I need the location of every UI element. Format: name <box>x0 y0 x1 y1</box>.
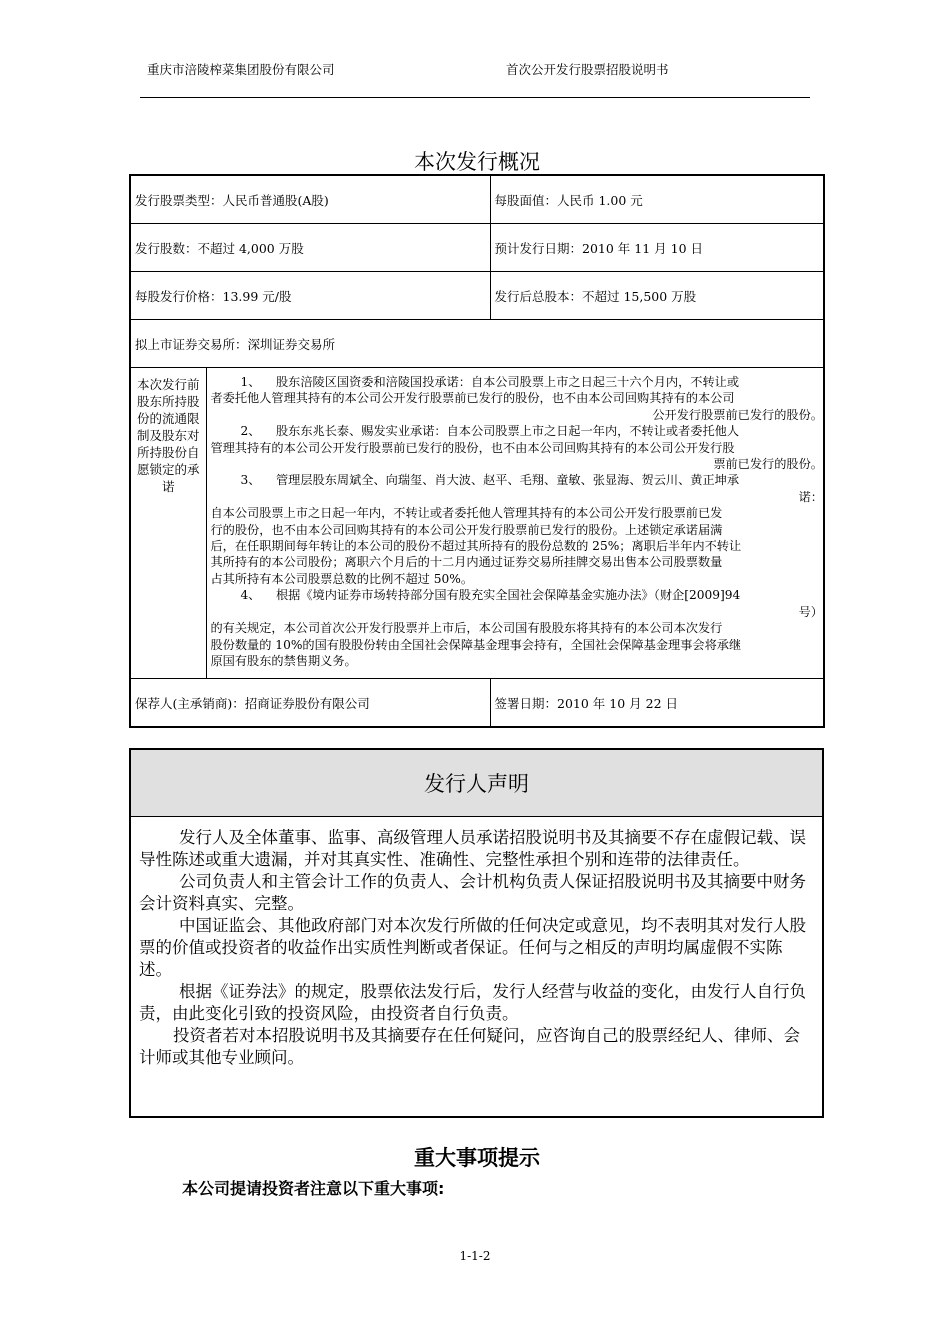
declaration-paragraph: 根据《证券法》的规定，股票依法发行后，发行人经营与收益的变化，由发行人自行负责，由此变化引致的投资风险，由投资者自行负责。 <box>139 982 806 1023</box>
table-row <box>130 368 824 679</box>
issuance-overview-table <box>129 174 825 728</box>
lockup-line: 占其所持有本公司股票总数的比例不超过 50%。 <box>210 571 474 586</box>
lockup-line: 的有关规定，本公司首次公开发行股票并上市后，本公司国有股股东将其持有的本公司本次发行 <box>210 621 723 636</box>
lockup-line: 1、 股东涪陵区国资委和涪陵国投承诺：自本公司股票上市之日起三十六个月内，不转让或 <box>240 375 740 389</box>
lockup-line: 管理其持有的本公司公开发行股票前已发行的股份，也不由本公司回购其持有的本公司公开发行股 <box>210 440 735 455</box>
declaration-paragraph: 投资者若对本招股说明书及其摘要存在任何疑问，应咨询自己的股票经纪人、律师、会计师或其他专业顾问。 <box>139 1026 800 1067</box>
lockup-line: 诺： <box>798 489 823 504</box>
sign-date-cell: 签署日期：2010 年 10 月 22 日 <box>490 679 824 728</box>
lockup-line: 3、 管理层股东周斌全、向瑞玺、肖大波、赵平、毛翔、童敏、张显海、贺云川、黄正坤承 <box>240 473 740 488</box>
header-company: 重庆市涪陵榨菜集团股份有限公司 <box>147 62 335 77</box>
lockup-commitment-cell <box>206 368 824 679</box>
sponsor-cell: 保荐人(主承销商)：招商证券股份有限公司 <box>130 679 490 728</box>
table-row <box>130 224 824 272</box>
table-row <box>130 175 824 224</box>
table-row <box>130 272 824 320</box>
major-matters-notice: 本公司提请投资者注意以下重大事项: <box>182 1179 445 1198</box>
header-doc-title: 首次公开发行股票招股说明书 <box>506 62 669 77</box>
lockup-line: 原国有股东的禁售期义务。 <box>210 653 357 668</box>
issuer-declaration-box <box>129 748 824 1118</box>
header-rule <box>140 97 810 98</box>
lockup-line: 者委托他人管理其持有的本公司公开发行股票前已发行的股份，也不由本公司回购其持有的本公司 <box>210 391 735 406</box>
lockup-line: 2、 股东东兆长泰、赐发实业承诺：自本公司股票上市之日起一年内，不转让或者委托他人 <box>240 424 740 439</box>
lockup-line: 其所持有的本公司股份；离职六个月后的十二月内通过证券交易所挂牌交易出售本公司股票数量 <box>210 555 723 570</box>
lockup-line: 公开发行股票前已发行的股份。 <box>652 407 823 422</box>
lockup-line: 行的股份，也不由本公司回购其持有的本公司公开发行股票前已发行的股份。上述锁定承诺届满 <box>210 522 723 537</box>
total-shares-cell: 发行后总股本：不超过 15,500 万股 <box>490 272 824 320</box>
declaration-body <box>131 817 822 1069</box>
declaration-paragraph: 公司负责人和主管会计工作的负责人、会计机构负责人保证招股说明书及其摘要中财务会计资料真实、完整。 <box>139 872 806 913</box>
lockup-line: 自本公司股票上市之日起一年内，不转让或者委托他人管理其持有的本公司公开发行股票前已发 <box>210 506 723 521</box>
lockup-line: 票前已发行的股份。 <box>713 457 823 472</box>
lockup-line: 号） <box>798 604 823 619</box>
lockup-label-cell: 本次发行前股东所持股份的流通限制及股东对所持股份自愿锁定的承诺 <box>130 368 206 679</box>
declaration-paragraph: 发行人及全体董事、监事、高级管理人员承诺招股说明书及其摘要不存在虚假记载、误导性陈述或重大遗漏，并对其真实性、准确性、完整性承担个别和连带的法律责任。 <box>139 828 806 869</box>
issue-price-cell: 每股发行价格：13.99 元/股 <box>130 272 490 320</box>
page-number: 1-1-2 <box>459 1249 491 1263</box>
overview-title: 本次发行概况 <box>414 150 540 174</box>
table-row <box>130 320 824 368</box>
lockup-line: 股份数量的 10%的国有股股份转由全国社会保障基金理事会持有，全国社会保障基金理事会将承继 <box>210 637 742 652</box>
lockup-line: 后，在任职期间每年转让的本公司的股份不超过其所持有的股份总数的 25%；离职后半年内不转让 <box>210 539 742 554</box>
lockup-line: 4、 根据《境内证券市场转持部分国有股充实全国社会保障基金实施办法》（财企[2009]94 <box>240 588 741 603</box>
major-matters-title: 重大事项提示 <box>414 1146 540 1170</box>
issue-date-cell: 预计发行日期：2010 年 11 月 10 日 <box>490 224 824 272</box>
stock-type-cell: 发行股票类型：人民币普通股(A股) <box>130 175 490 224</box>
par-value-cell: 每股面值：人民币 1.00 元 <box>490 175 824 224</box>
declaration-title: 发行人声明 <box>131 750 822 817</box>
shares-issued-cell: 发行股数：不超过 4,000 万股 <box>130 224 490 272</box>
declaration-paragraph: 中国证监会、其他政府部门对本次发行所做的任何决定或意见，均不表明其对发行人股票的价值或投资者的收益作出实质性判断或者保证。任何与之相反的声明均属虚假不实陈述。 <box>139 916 806 979</box>
table-row <box>130 679 824 728</box>
exchange-cell: 拟上市证券交易所：深圳证券交易所 <box>130 320 824 368</box>
